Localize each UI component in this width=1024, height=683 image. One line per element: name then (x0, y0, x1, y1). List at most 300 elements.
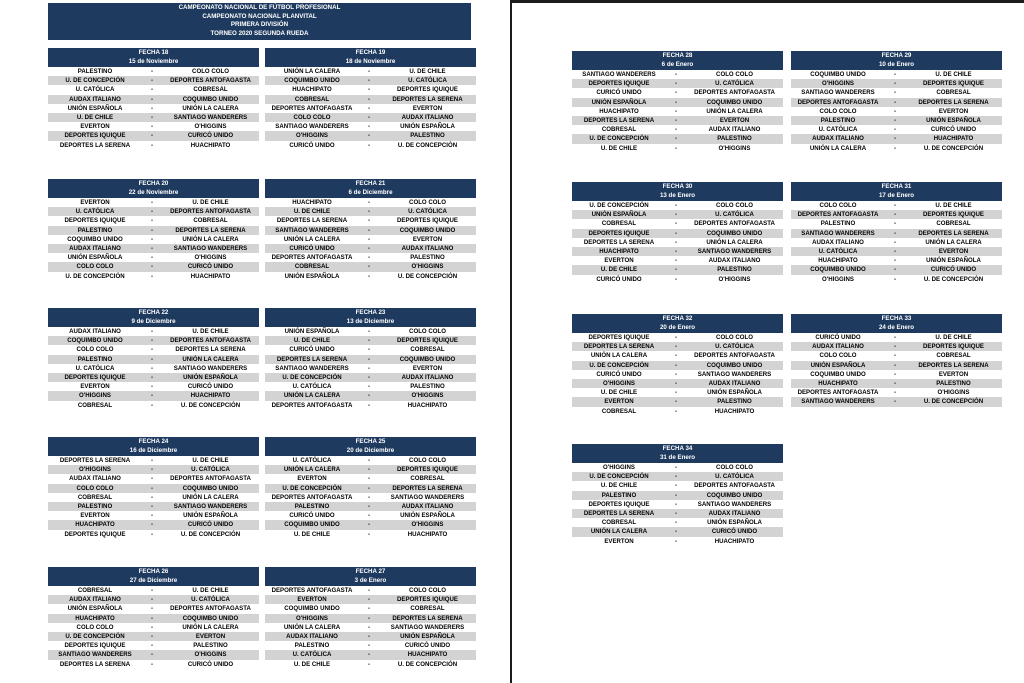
match-row (48, 456, 259, 465)
match-separator: - (893, 361, 897, 369)
home-team: DEPORTES LA SERENA (583, 238, 655, 246)
match-separator: - (893, 343, 897, 351)
home-team: U. DE CHILE (600, 144, 638, 152)
home-team: U. CATÓLICA (818, 247, 858, 255)
home-team: PALESTINO (77, 226, 113, 234)
away-team: DEPORTES LA SERENA (392, 614, 463, 622)
match-separator: - (150, 86, 154, 94)
away-team: COQUIMBO UNIDO (182, 614, 239, 622)
away-team: DEPORTES ANTOFAGASTA (694, 352, 775, 360)
match-separator: - (150, 530, 154, 538)
home-team: SANTIAGO WANDERERS (275, 123, 349, 131)
away-team: COLO COLO (716, 464, 753, 471)
home-team: CURICÓ UNIDO (596, 89, 642, 97)
home-team: DEPORTES ANTOFAGASTA (271, 254, 353, 262)
match-separator: - (150, 123, 154, 131)
match-row (265, 391, 476, 400)
away-team: SANTIAGO WANDERERS (697, 500, 772, 508)
match-separator: - (150, 217, 154, 225)
away-team: AUDAX ITALIANO (401, 373, 454, 381)
away-team: U. DE CHILE (935, 334, 972, 341)
away-team: UNIÓN ESPAÑOLA (183, 373, 238, 381)
match-separator: - (150, 346, 154, 354)
match-separator: - (367, 337, 371, 345)
away-team: DEPORTES IQUIQUE (397, 337, 458, 345)
match-row (265, 382, 476, 391)
away-team: O'HIGGINS (194, 651, 227, 659)
match-separator: - (150, 457, 154, 464)
match-separator: - (150, 493, 154, 501)
match-row (48, 345, 259, 354)
fecha-date: 31 de Enero (659, 453, 696, 461)
match-separator: - (367, 614, 371, 622)
match-separator: - (367, 623, 371, 631)
home-team: DEPORTES IQUIQUE (588, 80, 650, 88)
home-team: UNIÓN LA CALERA (283, 68, 341, 75)
match-row (791, 116, 1002, 125)
match-separator: - (150, 632, 154, 640)
match-separator: - (367, 263, 371, 271)
home-team: COQUIMBO UNIDO (810, 370, 866, 378)
fecha-title: FECHA 25 (355, 438, 386, 445)
match-separator: - (367, 113, 371, 121)
away-team: DEPORTES ANTOFAGASTA (170, 208, 251, 216)
home-team: COBRESAL (601, 220, 637, 228)
fecha-header (48, 437, 259, 456)
home-team: U. DE CONCEPCIÓN (589, 202, 649, 209)
match-separator: - (367, 493, 371, 501)
match-row (791, 134, 1002, 143)
away-team: COLO COLO (192, 68, 229, 75)
fecha-title: FECHA 32 (662, 315, 693, 322)
away-team: U. CATÓLICA (408, 208, 447, 216)
home-team: U. DE CHILE (293, 530, 331, 538)
home-team: O'HIGGINS (822, 80, 854, 88)
header-line-3: PRIMERA DIVISIÓN (230, 21, 289, 29)
away-team: SANTIAGO WANDERERS (390, 623, 465, 631)
match-separator: - (150, 132, 154, 140)
away-team: DEPORTES ANTOFAGASTA (170, 77, 251, 85)
away-team: DEPORTES ANTOFAGASTA (694, 220, 775, 228)
match-row (791, 144, 1002, 153)
away-team: U. DE CONCEPCIÓN (180, 530, 241, 538)
home-team: CURICÓ UNIDO (596, 275, 642, 283)
home-team: CURICÓ UNIDO (815, 334, 861, 341)
match-row (572, 256, 783, 265)
match-separator: - (367, 254, 371, 262)
home-team: EVERTON (80, 199, 110, 206)
match-row (265, 262, 476, 271)
match-separator: - (893, 144, 897, 152)
match-row (791, 379, 1002, 388)
match-separator: - (674, 135, 678, 143)
match-separator: - (674, 275, 678, 283)
away-team: AUDAX ITALIANO (708, 257, 761, 265)
away-team: DEPORTES ANTOFAGASTA (170, 475, 251, 483)
match-row (48, 364, 259, 373)
match-row (572, 219, 783, 228)
away-team: CURICÓ UNIDO (187, 660, 234, 668)
home-team: DEPORTES LA SERENA (583, 509, 655, 517)
match-separator: - (367, 226, 371, 234)
home-team: U. DE CONCEPCIÓN (282, 373, 342, 381)
match-row (265, 226, 476, 235)
match-row (572, 500, 783, 509)
away-team: COBRESAL (936, 352, 971, 360)
home-team: DEPORTES IQUIQUE (588, 334, 650, 341)
match-row (265, 401, 476, 410)
fecha-date: 16 de Diciembre (129, 446, 178, 454)
home-team: AUDAX ITALIANO (69, 244, 121, 252)
fecha-block (791, 314, 1002, 407)
match-list (48, 67, 259, 150)
match-row (265, 216, 476, 225)
home-team: U. CATÓLICA (75, 86, 115, 94)
match-separator: - (150, 642, 154, 650)
away-team: AUDAX ITALIANO (401, 244, 454, 252)
away-team: AUDAX ITALIANO (708, 379, 761, 387)
home-team: COLO COLO (76, 623, 114, 631)
match-separator: - (367, 530, 371, 538)
fecha-header (48, 308, 259, 327)
home-team: SANTIAGO WANDERERS (582, 71, 656, 78)
fecha-block (48, 567, 259, 669)
away-team: EVERTON (719, 116, 750, 124)
away-team: UNIÓN ESPAÑOLA (707, 389, 762, 397)
match-row (791, 333, 1002, 342)
match-row (791, 79, 1002, 88)
match-separator: - (674, 473, 678, 481)
match-separator: - (674, 229, 678, 237)
fecha-header (572, 314, 783, 333)
home-team: UNIÓN LA CALERA (590, 528, 648, 536)
away-team: DEPORTES LA SERENA (392, 484, 463, 492)
match-row (265, 650, 476, 659)
home-team: SANTIAGO WANDERERS (275, 364, 349, 372)
match-separator: - (367, 502, 371, 510)
match-separator: - (367, 104, 371, 112)
match-row (572, 265, 783, 274)
match-row (572, 333, 783, 342)
match-separator: - (893, 71, 897, 78)
home-team: HUACHIPATO (292, 86, 332, 94)
fecha-header (791, 314, 1002, 333)
home-team: EVERTON (80, 512, 110, 520)
away-team: PALESTINO (717, 398, 752, 406)
home-team: PALESTINO (294, 502, 330, 510)
away-team: U. DE CONCEPCIÓN (923, 398, 984, 406)
home-team: COLO COLO (819, 202, 857, 209)
away-team: COBRESAL (936, 220, 971, 228)
match-row (265, 660, 476, 669)
match-row (265, 345, 476, 354)
home-team: O'HIGGINS (603, 379, 635, 387)
home-team: PALESTINO (294, 642, 330, 650)
home-team: AUDAX ITALIANO (69, 475, 121, 483)
home-team: PALESTINO (601, 491, 637, 499)
home-team: COBRESAL (601, 519, 637, 527)
away-team: U. CATÓLICA (408, 77, 447, 85)
fecha-header (48, 48, 259, 67)
fecha-date: 20 de Diciembre (346, 446, 395, 454)
match-row (48, 67, 259, 76)
away-team: CURICÓ UNIDO (711, 528, 758, 536)
home-team: COQUIMBO UNIDO (810, 266, 866, 274)
home-team: DEPORTES LA SERENA (59, 457, 131, 464)
match-row (791, 256, 1002, 265)
fecha-date: 13 de Enero (659, 191, 696, 199)
away-team: AUDAX ITALIANO (401, 113, 454, 121)
match-separator: - (367, 484, 371, 492)
match-list (572, 201, 783, 284)
match-row (265, 67, 476, 76)
match-row (48, 623, 259, 632)
fecha-title: FECHA 33 (881, 315, 912, 322)
away-team: DEPORTES ANTOFAGASTA (170, 337, 251, 345)
home-team: U. CATÓLICA (292, 651, 332, 659)
home-team: PALESTINO (77, 355, 113, 363)
home-team: COBRESAL (77, 587, 113, 594)
home-team: UNIÓN ESPAÑOLA (284, 328, 340, 335)
match-separator: - (674, 361, 678, 369)
match-row (48, 95, 259, 104)
home-team: U. CATÓLICA (818, 126, 858, 134)
match-row (791, 107, 1002, 116)
match-row (572, 509, 783, 518)
away-team: COQUIMBO UNIDO (182, 484, 239, 492)
fecha-block (265, 567, 476, 669)
home-team: CURICÓ UNIDO (289, 141, 335, 149)
fecha-title: FECHA 23 (355, 309, 386, 316)
away-team: DEPORTES IQUIQUE (397, 86, 458, 94)
home-team: COQUIMBO UNIDO (284, 605, 340, 613)
home-team: U. CATÓLICA (292, 457, 332, 464)
fecha-date: 17 de Enero (878, 191, 915, 199)
away-team: PALESTINO (193, 642, 228, 650)
match-separator: - (367, 512, 371, 520)
home-team: DEPORTES ANTOFAGASTA (797, 389, 879, 397)
away-team: CURICÓ UNIDO (187, 263, 234, 271)
match-separator: - (150, 141, 154, 149)
match-row (48, 198, 259, 207)
fecha-date: 20 de Enero (659, 323, 696, 331)
fecha-header (48, 179, 259, 198)
match-row (791, 210, 1002, 219)
away-team: O'HIGGINS (194, 254, 227, 262)
match-separator: - (150, 383, 154, 391)
away-team: EVERTON (195, 632, 226, 640)
match-separator: - (150, 587, 154, 594)
match-separator: - (150, 337, 154, 345)
match-separator: - (893, 247, 897, 255)
match-separator: - (367, 132, 371, 140)
away-team: COQUIMBO UNIDO (706, 491, 763, 499)
home-team: O'HIGGINS (79, 466, 111, 474)
away-team: U. CATÓLICA (715, 80, 754, 88)
fecha-date: 13 de Diciembre (346, 317, 395, 325)
away-team: O'HIGGINS (194, 123, 227, 131)
fecha-title: FECHA 30 (662, 183, 693, 190)
home-team: U. CATÓLICA (75, 208, 115, 216)
match-separator: - (367, 123, 371, 131)
home-team: EVERTON (604, 537, 634, 545)
home-team: UNIÓN ESPAÑOLA (591, 211, 647, 219)
home-team: SANTIAGO WANDERERS (801, 398, 875, 406)
away-team: EVERTON (938, 247, 969, 255)
match-row (48, 104, 259, 113)
home-team: EVERTON (297, 475, 327, 483)
home-team: HUACHIPATO (818, 379, 858, 387)
match-separator: - (674, 491, 678, 499)
match-row (265, 113, 476, 122)
match-row (791, 397, 1002, 406)
match-separator: - (150, 512, 154, 520)
match-separator: - (367, 596, 371, 604)
match-row (791, 219, 1002, 228)
match-row (791, 351, 1002, 360)
match-row (48, 520, 259, 529)
away-team: COLO COLO (409, 587, 446, 594)
away-team: DEPORTES IQUIQUE (397, 217, 458, 225)
match-separator: - (674, 247, 678, 255)
match-row (48, 650, 259, 659)
away-team: UNIÓN LA CALERA (706, 107, 763, 115)
match-separator: - (367, 632, 371, 640)
match-row (265, 327, 476, 336)
home-team: U. DE CHILE (600, 389, 638, 397)
home-team: U. DE CHILE (600, 266, 638, 274)
away-team: HUACHIPATO (714, 407, 755, 415)
away-team: DEPORTES ANTOFAGASTA (694, 89, 775, 97)
match-row (48, 207, 259, 216)
away-team: U. DE CONCEPCIÓN (923, 144, 984, 152)
match-row (265, 131, 476, 140)
match-list (791, 333, 1002, 407)
fecha-date: 3 de Enero (354, 576, 387, 584)
away-team: HUACHIPATO (407, 651, 448, 659)
match-row (791, 88, 1002, 97)
match-row (48, 327, 259, 336)
home-team: EVERTON (80, 123, 110, 131)
home-team: U. DE CHILE (293, 337, 331, 345)
away-team: COLO COLO (716, 71, 753, 78)
home-team: AUDAX ITALIANO (812, 135, 864, 143)
fecha-block (265, 179, 476, 281)
match-separator: - (674, 107, 678, 115)
away-team: COQUIMBO UNIDO (706, 98, 763, 106)
match-separator: - (150, 235, 154, 243)
match-separator: - (674, 98, 678, 106)
match-row (48, 493, 259, 502)
match-separator: - (367, 587, 371, 594)
match-row (791, 70, 1002, 79)
away-team: UNIÓN ESPAÑOLA (926, 116, 981, 124)
match-list (791, 201, 1002, 284)
away-team: SANTIAGO WANDERERS (173, 364, 248, 372)
match-row (572, 238, 783, 247)
match-separator: - (150, 651, 154, 659)
match-row (265, 253, 476, 262)
home-team: DEPORTES LA SERENA (59, 141, 131, 149)
match-separator: - (150, 466, 154, 474)
fecha-block (265, 308, 476, 410)
match-row (572, 407, 783, 416)
match-row (265, 207, 476, 216)
away-team: U. CATÓLICA (715, 211, 754, 219)
away-team: HUACHIPATO (190, 392, 231, 400)
away-team: SANTIAGO WANDERERS (173, 244, 248, 252)
match-row (48, 586, 259, 595)
match-separator: - (150, 475, 154, 483)
match-row (48, 465, 259, 474)
home-team: DEPORTES IQUIQUE (64, 217, 126, 225)
match-separator: - (674, 509, 678, 517)
away-team: COLO COLO (409, 199, 446, 206)
fecha-title: FECHA 19 (355, 49, 386, 56)
fecha-header (265, 567, 476, 586)
match-separator: - (367, 401, 371, 409)
fecha-header (572, 51, 783, 70)
match-separator: - (367, 605, 371, 613)
match-row (265, 336, 476, 345)
match-row (265, 244, 476, 253)
home-team: U. DE CHILE (600, 482, 638, 490)
match-separator: - (367, 364, 371, 372)
home-team: SANTIAGO WANDERERS (801, 229, 875, 237)
away-team: COQUIMBO UNIDO (399, 226, 456, 234)
match-separator: - (674, 389, 678, 397)
match-row (572, 342, 783, 351)
match-separator: - (150, 199, 154, 206)
match-row (265, 364, 476, 373)
match-row (265, 76, 476, 85)
home-team: DEPORTES IQUIQUE (588, 229, 650, 237)
match-list (48, 456, 259, 539)
match-separator: - (674, 407, 678, 415)
away-team: U. DE CHILE (192, 199, 229, 206)
match-list (791, 70, 1002, 153)
away-team: U. DE CHILE (192, 587, 229, 594)
home-team: DEPORTES ANTOFAGASTA (271, 493, 353, 501)
away-team: EVERTON (412, 235, 443, 243)
home-team: HUACHIPATO (292, 199, 332, 206)
away-team: COLO COLO (409, 457, 446, 464)
away-team: COQUIMBO UNIDO (706, 361, 763, 369)
home-team: CURICÓ UNIDO (596, 370, 642, 378)
away-team: COBRESAL (936, 89, 971, 97)
match-separator: - (367, 86, 371, 94)
match-separator: - (674, 202, 678, 209)
match-separator: - (367, 141, 371, 149)
away-team: HUACHIPATO (190, 141, 231, 149)
match-row (572, 247, 783, 256)
fecha-block (572, 444, 783, 546)
fecha-title: FECHA 27 (355, 568, 386, 575)
match-separator: - (674, 220, 678, 228)
match-separator: - (893, 352, 897, 360)
match-row (791, 361, 1002, 370)
match-separator: - (674, 379, 678, 387)
away-team: U. DE CHILE (935, 202, 972, 209)
home-team: U. DE CONCEPCIÓN (589, 473, 649, 481)
home-team: O'HIGGINS (296, 614, 328, 622)
home-team: COBRESAL (294, 95, 330, 103)
match-row (48, 641, 259, 650)
match-row (572, 125, 783, 134)
match-row (572, 537, 783, 546)
match-list (265, 456, 476, 539)
match-separator: - (674, 257, 678, 265)
